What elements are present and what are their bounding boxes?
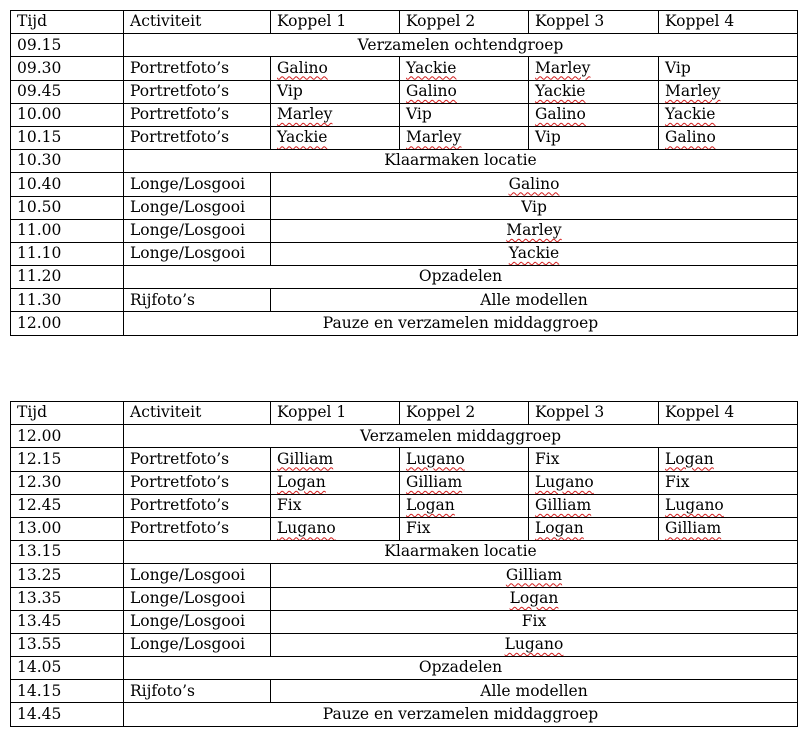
column-header-text: Tijd [17, 403, 48, 422]
time-cell [11, 312, 124, 335]
couple-4-cell [659, 103, 798, 126]
couple-3-cell-text: Galino [535, 105, 586, 124]
column-header-text: Koppel 2 [406, 403, 476, 422]
schedule-row [11, 494, 798, 517]
group-activity-cell-text: Opzadelen [418, 267, 503, 286]
schedule-row [11, 471, 798, 494]
column-header [11, 402, 124, 425]
activity-cell-text: Longe/Losgooi [130, 221, 246, 240]
column-header-text: Tijd [17, 12, 48, 31]
group-activity-cell-text: Verzamelen ochtendgroep [357, 35, 564, 54]
column-header [400, 402, 529, 425]
time-cell-text: 09.15 [17, 35, 62, 54]
horse-cell [271, 587, 798, 610]
horse-cell [271, 610, 798, 633]
couple-1-cell-text: Gilliam [277, 449, 334, 468]
activity-cell-text: Portretfoto’s [130, 58, 230, 77]
horse-cell-text: Alle modellen [480, 681, 588, 700]
time-cell-text: 12.45 [17, 496, 62, 515]
schedule-row [11, 610, 798, 633]
time-cell [11, 80, 124, 103]
activity-cell-text: Portretfoto’s [130, 105, 230, 124]
activity-cell-text: Longe/Losgooi [130, 588, 246, 607]
group-activity-cell [124, 541, 798, 564]
couple-1-cell-text: Galino [277, 58, 328, 77]
couple-2-cell [400, 494, 529, 517]
horse-cell-text: Marley [506, 221, 562, 240]
couple-2-cell-text: Gilliam [406, 472, 463, 491]
group-activity-cell-text: Opzadelen [418, 658, 503, 677]
couple-3-cell-text: Lugano [535, 472, 594, 491]
schedule-row [11, 587, 798, 610]
column-header [400, 11, 529, 34]
couple-3-cell [529, 126, 659, 149]
activity-cell-text: Longe/Losgooi [130, 612, 246, 631]
couple-3-cell [529, 57, 659, 80]
time-cell [11, 610, 124, 633]
couple-1-cell-text: Yackie [277, 128, 328, 147]
group-activity-cell-text: Pauze en verzamelen middaggroep [322, 313, 599, 332]
group-activity-cell [124, 425, 798, 448]
time-cell [11, 57, 124, 80]
time-cell [11, 703, 124, 726]
column-header-text: Activiteit [130, 12, 202, 31]
activity-cell-text: Longe/Losgooi [130, 565, 246, 584]
couple-4-cell [659, 517, 798, 540]
group-activity-cell [124, 703, 798, 726]
activity-cell [124, 564, 271, 587]
horse-cell-text: Galino [508, 174, 560, 193]
time-cell-text: 12.30 [17, 472, 62, 491]
schedule-row [11, 150, 798, 173]
schedule-row [11, 126, 798, 149]
couple-1-cell [271, 126, 400, 149]
couple-4-cell [659, 471, 798, 494]
schedule-row [11, 196, 798, 219]
schedule-row [11, 80, 798, 103]
couple-1-cell-text: Marley [277, 105, 333, 124]
column-header-text: Koppel 3 [535, 12, 605, 31]
couple-1-cell [271, 103, 400, 126]
couple-3-cell-text: Gilliam [535, 496, 592, 515]
schedule-row [11, 680, 798, 703]
schedule-row [11, 657, 798, 680]
activity-cell [124, 103, 271, 126]
activity-cell-text: Longe/Losgooi [130, 174, 246, 193]
activity-cell [124, 57, 271, 80]
couple-3-cell [529, 494, 659, 517]
schedule-row [11, 517, 798, 540]
couple-3-cell [529, 448, 659, 471]
horse-cell-text: Yackie [508, 244, 560, 263]
couple-1-cell [271, 494, 400, 517]
afternoon-schedule-table [10, 401, 798, 727]
column-header [271, 11, 400, 34]
time-cell-text: 11.30 [17, 290, 62, 309]
schedule-row [11, 633, 798, 656]
time-cell-text: 14.05 [17, 658, 62, 677]
couple-2-cell [400, 80, 529, 103]
time-cell [11, 196, 124, 219]
time-cell [11, 541, 124, 564]
activity-cell-text: Portretfoto’s [130, 449, 230, 468]
couple-4-cell-text: Yackie [665, 105, 716, 124]
couple-2-cell-text: Vip [406, 105, 432, 124]
couple-1-cell [271, 80, 400, 103]
couple-3-cell-text: Logan [535, 519, 584, 538]
horse-cell [271, 173, 798, 196]
couple-4-cell-text: Lugano [665, 496, 724, 515]
time-cell [11, 425, 124, 448]
schedule-row [11, 266, 798, 289]
time-cell-text: 13.00 [17, 519, 62, 538]
time-cell [11, 448, 124, 471]
activity-cell [124, 448, 271, 471]
activity-cell-text: Portretfoto’s [130, 472, 230, 491]
time-cell [11, 633, 124, 656]
horse-cell [271, 196, 798, 219]
time-cell-text: 09.45 [17, 81, 62, 100]
couple-2-cell [400, 517, 529, 540]
couple-2-cell [400, 126, 529, 149]
column-header [124, 11, 271, 34]
time-cell-text: 14.45 [17, 704, 62, 723]
horse-cell [271, 219, 798, 242]
column-header [529, 402, 659, 425]
schedule-row [11, 541, 798, 564]
group-activity-cell-text: Klaarmaken locatie [384, 151, 537, 170]
column-header [271, 402, 400, 425]
couple-4-cell [659, 494, 798, 517]
schedule-row [11, 219, 798, 242]
couple-3-cell [529, 103, 659, 126]
time-cell-text: 13.15 [17, 542, 62, 561]
horse-cell-text: Gilliam [505, 565, 563, 584]
time-cell [11, 494, 124, 517]
activity-cell [124, 494, 271, 517]
activity-cell [124, 680, 271, 703]
column-header-text: Activiteit [130, 403, 202, 422]
time-cell [11, 126, 124, 149]
time-cell [11, 564, 124, 587]
couple-2-cell [400, 57, 529, 80]
column-header-text: Koppel 4 [665, 12, 735, 31]
horse-cell-text: Lugano [504, 635, 564, 654]
couple-2-cell-text: Marley [406, 128, 462, 147]
time-cell [11, 103, 124, 126]
activity-cell-text: Portretfoto’s [130, 81, 230, 100]
time-cell [11, 587, 124, 610]
couple-2-cell [400, 471, 529, 494]
column-header [11, 11, 124, 34]
time-cell-text: 10.00 [17, 105, 62, 124]
header-row [11, 11, 798, 34]
horse-cell-text: Fix [521, 612, 547, 631]
time-cell-text: 12.15 [17, 449, 62, 468]
time-cell-text: 09.30 [17, 58, 62, 77]
column-header-text: Koppel 1 [277, 403, 347, 422]
activity-cell [124, 587, 271, 610]
couple-3-cell-text: Fix [535, 449, 560, 468]
time-cell-text: 11.00 [17, 221, 62, 240]
time-cell [11, 219, 124, 242]
couple-2-cell-text: Logan [406, 496, 455, 515]
column-header-text: Koppel 1 [277, 12, 347, 31]
couple-1-cell-text: Logan [277, 472, 326, 491]
schedule-row [11, 103, 798, 126]
time-cell-text: 11.10 [17, 244, 62, 263]
schedule-row [11, 173, 798, 196]
activity-cell [124, 633, 271, 656]
horse-cell-text: Logan [509, 588, 559, 607]
couple-3-cell [529, 517, 659, 540]
couple-4-cell-text: Logan [665, 449, 714, 468]
column-header [124, 402, 271, 425]
morning-schedule-table [10, 10, 798, 336]
horse-cell [271, 289, 798, 312]
activity-cell [124, 126, 271, 149]
time-cell [11, 173, 124, 196]
time-cell [11, 471, 124, 494]
activity-cell-text: Longe/Losgooi [130, 635, 246, 654]
schedule-row [11, 312, 798, 335]
activity-cell [124, 196, 271, 219]
time-cell-text: 12.00 [17, 426, 62, 445]
header-row [11, 402, 798, 425]
activity-cell-text: Rijfoto’s [130, 681, 195, 700]
time-cell-text: 14.15 [17, 681, 62, 700]
activity-cell [124, 289, 271, 312]
time-cell [11, 266, 124, 289]
couple-1-cell-text: Vip [277, 81, 303, 100]
time-cell-text: 10.15 [17, 128, 62, 147]
couple-1-cell-text: Fix [277, 496, 302, 515]
horse-cell [271, 680, 798, 703]
group-activity-cell [124, 657, 798, 680]
horse-cell-text: Vip [521, 197, 547, 216]
time-cell-text: 10.50 [17, 197, 62, 216]
couple-4-cell-text: Galino [665, 128, 716, 147]
time-cell-text: 10.40 [17, 174, 62, 193]
group-activity-cell-text: Verzamelen middaggroep [359, 426, 562, 445]
time-cell-text: 12.00 [17, 313, 62, 332]
schedule-row [11, 703, 798, 726]
couple-4-cell-text: Marley [665, 81, 721, 100]
time-cell [11, 150, 124, 173]
time-cell-text: 13.25 [17, 565, 62, 584]
time-cell-text: 13.35 [17, 588, 62, 607]
activity-cell-text: Portretfoto’s [130, 496, 230, 515]
schedule-row [11, 564, 798, 587]
couple-2-cell-text: Lugano [406, 449, 465, 468]
activity-cell [124, 173, 271, 196]
activity-cell-text: Longe/Losgooi [130, 244, 246, 263]
activity-cell [124, 242, 271, 265]
column-header [659, 402, 798, 425]
activity-cell [124, 517, 271, 540]
time-cell [11, 289, 124, 312]
time-cell [11, 657, 124, 680]
couple-3-cell-text: Yackie [535, 81, 586, 100]
schedule-row [11, 425, 798, 448]
couple-4-cell-text: Gilliam [665, 519, 722, 538]
time-cell [11, 242, 124, 265]
couple-4-cell [659, 57, 798, 80]
schedule-row [11, 34, 798, 57]
time-cell [11, 34, 124, 57]
time-cell-text: 11.20 [17, 267, 62, 286]
time-cell-text: 10.30 [17, 151, 62, 170]
column-header-text: Koppel 3 [535, 403, 605, 422]
column-header [659, 11, 798, 34]
time-cell-text: 13.45 [17, 612, 62, 631]
couple-3-cell-text: Marley [535, 58, 591, 77]
couple-4-cell [659, 80, 798, 103]
couple-4-cell-text: Vip [665, 58, 691, 77]
couple-4-cell [659, 448, 798, 471]
group-activity-cell [124, 34, 798, 57]
group-activity-cell-text: Klaarmaken locatie [384, 542, 537, 561]
schedule-row [11, 448, 798, 471]
couple-2-cell [400, 448, 529, 471]
couple-1-cell-text: Lugano [277, 519, 336, 538]
couple-2-cell-text: Galino [406, 81, 457, 100]
activity-cell [124, 80, 271, 103]
schedule-row [11, 289, 798, 312]
couple-2-cell [400, 103, 529, 126]
horse-cell [271, 564, 798, 587]
group-activity-cell [124, 312, 798, 335]
column-header-text: Koppel 4 [665, 403, 735, 422]
couple-1-cell [271, 448, 400, 471]
couple-2-cell-text: Fix [406, 519, 431, 538]
horse-cell [271, 633, 798, 656]
couple-4-cell [659, 126, 798, 149]
couple-2-cell-text: Yackie [406, 58, 457, 77]
group-activity-cell-text: Pauze en verzamelen middaggroep [322, 704, 599, 723]
activity-cell-text: Longe/Losgooi [130, 197, 246, 216]
column-header-text: Koppel 2 [406, 12, 476, 31]
couple-3-cell-text: Vip [535, 128, 561, 147]
time-cell [11, 680, 124, 703]
activity-cell-text: Portretfoto’s [130, 128, 230, 147]
couple-1-cell [271, 517, 400, 540]
group-activity-cell [124, 150, 798, 173]
activity-cell [124, 219, 271, 242]
schedule-row [11, 57, 798, 80]
group-activity-cell [124, 266, 798, 289]
column-header [529, 11, 659, 34]
couple-3-cell [529, 80, 659, 103]
activity-cell [124, 471, 271, 494]
activity-cell [124, 610, 271, 633]
schedule-row [11, 242, 798, 265]
couple-4-cell-text: Fix [665, 472, 690, 491]
horse-cell [271, 242, 798, 265]
activity-cell-text: Portretfoto’s [130, 519, 230, 538]
time-cell [11, 517, 124, 540]
time-cell-text: 13.55 [17, 635, 62, 654]
couple-1-cell [271, 57, 400, 80]
activity-cell-text: Rijfoto’s [130, 290, 195, 309]
horse-cell-text: Alle modellen [480, 290, 588, 309]
couple-1-cell [271, 471, 400, 494]
couple-3-cell [529, 471, 659, 494]
